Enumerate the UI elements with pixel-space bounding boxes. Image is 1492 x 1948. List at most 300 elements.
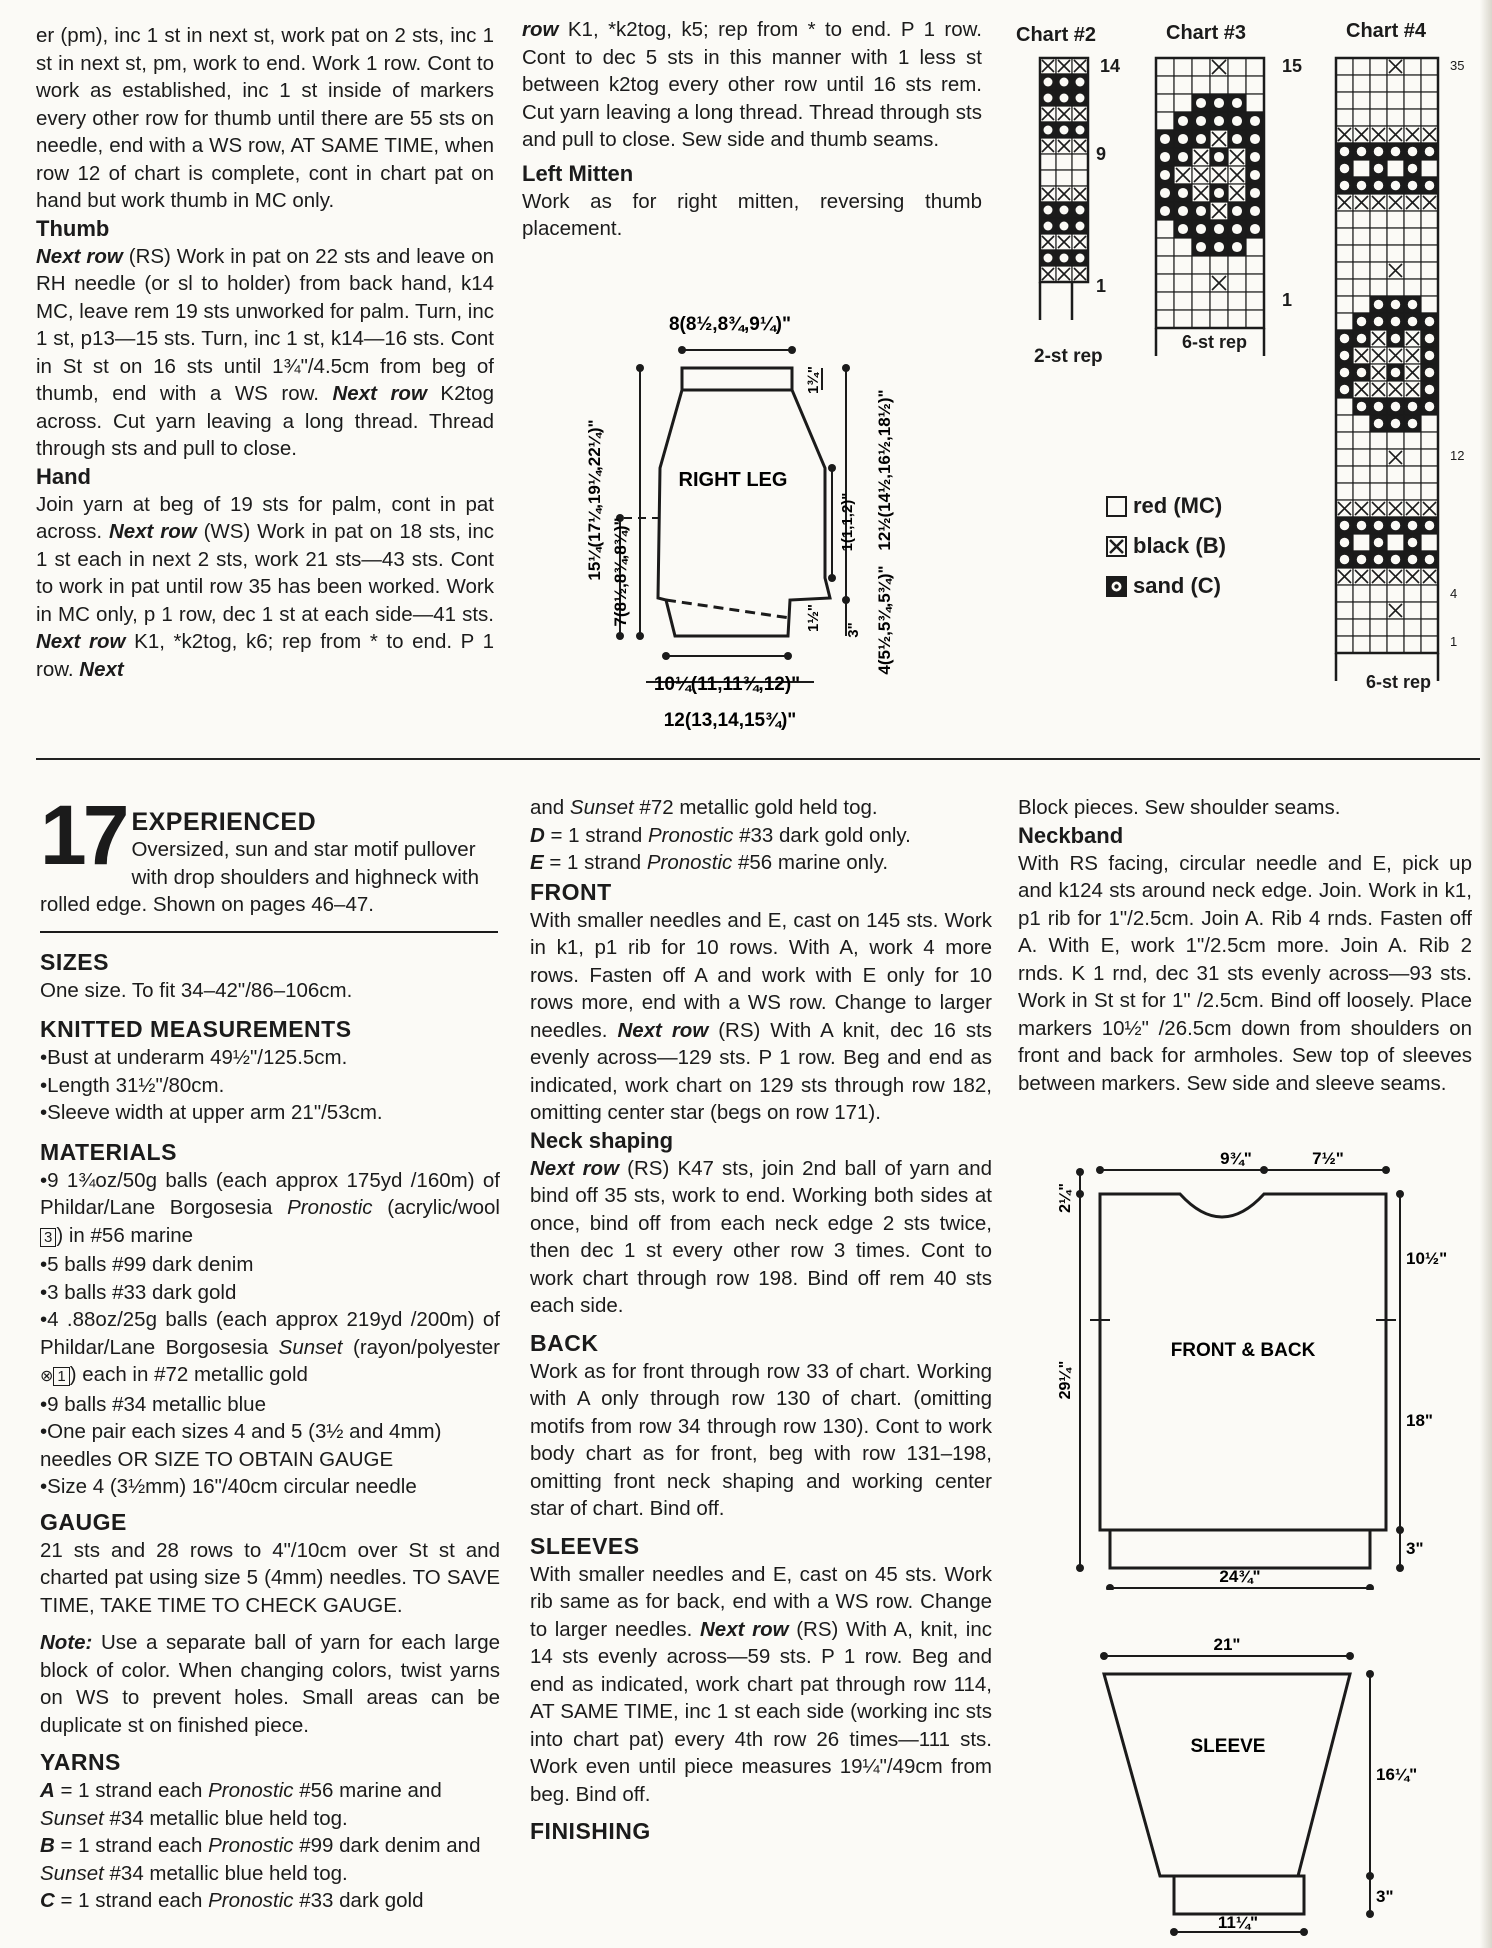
- chart-dot-mark: [1374, 538, 1384, 548]
- chart-cell: [1387, 92, 1404, 109]
- chart-dot-mark: [1391, 368, 1401, 378]
- s17-header: [40, 800, 500, 919]
- chart-cell: [1404, 585, 1421, 602]
- chart-dot-mark: [1357, 521, 1367, 531]
- chart-cell: [1404, 58, 1421, 75]
- chart-cell: [1336, 92, 1353, 109]
- chart-3-rep-label: 6-st rep: [1182, 332, 1248, 352]
- chart-dot-mark: [1391, 402, 1401, 412]
- chart-cell: [1387, 432, 1404, 449]
- yarn-d: D = 1 strand Pronostic #33 dark gold only.: [530, 823, 911, 847]
- chart-dot-mark: [1160, 188, 1170, 198]
- chart-cell: [1228, 274, 1246, 292]
- yarn-c-cont: and Sunset #72 metallic gold held tog.: [530, 796, 878, 819]
- chart-dot-mark: [1357, 555, 1367, 565]
- leg-bottom-outer-dim: 12(13,14,15¾)": [663, 710, 797, 731]
- chart-cell: [1353, 619, 1370, 636]
- chart-cell: [1156, 256, 1174, 274]
- neckband-heading: Neckband: [1018, 822, 1124, 848]
- sleeves-heading: SLEEVES: [530, 1532, 640, 1559]
- chart-cell: [1228, 76, 1246, 94]
- chart-cell: [1404, 602, 1421, 619]
- chart-2-rep-label: 2-st rep: [1034, 346, 1103, 367]
- front-back-schematic: [1040, 1150, 1460, 1590]
- chart-dot-mark: [1044, 254, 1053, 263]
- chart-cell: [1387, 619, 1404, 636]
- chart-cell: [1404, 466, 1421, 483]
- chart-cell: [1387, 109, 1404, 126]
- chart-dot-mark: [1408, 521, 1418, 531]
- chart-dot-mark: [1391, 181, 1401, 191]
- yarn-b: B = 1 strand each Pronostic #99 dark denim and Sunset #34 metallic blue held tog.: [40, 1834, 481, 1885]
- chart-cell: [1174, 238, 1192, 256]
- chart-cell: [1421, 602, 1438, 619]
- chart-cell: [1156, 94, 1174, 112]
- chart-cell: [1404, 449, 1421, 466]
- thumb-text: Next row (RS) Work in pat on 22 sts and leave on RH needle (or sl to holder) from back hand, k14 MC, leave rem 19 sts unworked for palm. Turn, inc 1 st, p13—15 sts. Turn, inc 1 st, k14—16 sts. Cont in St st on 16 sts until 1¾"/4.5cm from beg of thumb, end with a WS row. Next row K2tog across. Cut yarn leaving a long thread. Thread through sts and pull to close.: [36, 244, 495, 460]
- chart-dot-mark: [1160, 134, 1170, 144]
- chart-dot-mark: [1425, 555, 1435, 565]
- left-mitten-text: Work as for right mitten, reversing thumb placement.: [522, 189, 982, 240]
- chart-dot-mark: [1044, 222, 1053, 231]
- chart-dot-mark: [1076, 126, 1085, 135]
- thumb-heading: Thumb: [36, 215, 110, 241]
- chart-dot-mark: [1076, 222, 1085, 231]
- chart-cell: [1370, 228, 1387, 245]
- chart-cell: [1404, 483, 1421, 500]
- chart-cell: [1421, 92, 1438, 109]
- chart-cell: [1370, 466, 1387, 483]
- chart-2-row-9: 9: [1096, 144, 1107, 164]
- chart-cell: [1174, 256, 1192, 274]
- chart-cell: [1421, 636, 1438, 653]
- chart-cell: [1404, 245, 1421, 262]
- material-2: •5 balls #99 dark denim: [40, 1253, 254, 1276]
- finishing-heading: FINISHING: [530, 1818, 651, 1844]
- chart-dot-mark: [1160, 152, 1170, 162]
- sleeve-top-dim: 21": [1213, 1635, 1241, 1654]
- back-heading: BACK: [530, 1329, 599, 1356]
- chart-cell: [1370, 602, 1387, 619]
- chart-cell: [1370, 585, 1387, 602]
- chart-cell: [1387, 245, 1404, 262]
- chart-dot-mark: [1340, 147, 1350, 157]
- chart-cell: [1387, 534, 1404, 551]
- material-1: •9 1¾oz/50g balls (each approx 175yd /160m) of Phildar/Lane Borgosesia Pronostic (acrylic/wool 3 ) in #56 marine: [40, 1168, 500, 1247]
- chart-cell: [1370, 109, 1387, 126]
- chart-cell: [1072, 170, 1088, 186]
- chart-dot-mark: [1340, 385, 1350, 395]
- chart-cell: [1370, 58, 1387, 75]
- chart-dot-mark: [1232, 98, 1242, 108]
- chart-cell: [1370, 279, 1387, 296]
- chart-cell: [1336, 279, 1353, 296]
- section-intro: Oversized, sun and star motif pullover with drop shoulders and highneck with rolled edge. Shown on pages 46–47.: [40, 838, 480, 916]
- chart-dot-mark: [1250, 134, 1260, 144]
- chart-dot-mark: [1044, 78, 1053, 87]
- chart-cell: [1336, 296, 1353, 313]
- fb-top-dim-b: 7½": [1312, 1150, 1344, 1168]
- chart-dot-mark: [1340, 368, 1350, 378]
- chart-cell: [1387, 636, 1404, 653]
- chart-dot-mark: [1425, 334, 1435, 344]
- chart-cell: [1370, 619, 1387, 636]
- chart-dot-mark: [1391, 317, 1401, 327]
- chart-cell: [1336, 619, 1353, 636]
- chart-cell: [1336, 109, 1353, 126]
- chart-cell: [1353, 432, 1370, 449]
- right-leg-schematic: [560, 300, 920, 750]
- material-4: •4 .88oz/25g balls (each approx 219yd /200m) of Phildar/Lane Borgosesia Sunset (rayon/polyester ⊗ 1 ) each in #72 metallic gold: [40, 1308, 500, 1386]
- sleeve-right-dim-b: 3": [1376, 1887, 1394, 1906]
- chart-dot-mark: [1060, 94, 1069, 103]
- measurements-heading: KNITTED MEASUREMENTS: [40, 1016, 352, 1042]
- chart-cell: [1421, 228, 1438, 245]
- chart-cell: [1370, 75, 1387, 92]
- chart-cell: [1336, 245, 1353, 262]
- legend: [1106, 486, 1226, 606]
- chart-dot-mark: [1196, 116, 1206, 126]
- chart-cell: [1156, 58, 1174, 76]
- chart-dot-mark: [1374, 402, 1384, 412]
- chart-dot-mark: [1178, 116, 1188, 126]
- chart-cell: [1336, 585, 1353, 602]
- material-5: •9 balls #34 metallic blue: [40, 1392, 266, 1416]
- chart-dot-mark: [1374, 419, 1384, 429]
- fb-left-top-dim: 2¼": [1057, 1183, 1074, 1213]
- chart-4-row-12: 12: [1450, 448, 1465, 463]
- back-text: Work as for front through row 33 of chart. Working with A only through row 130 of chart. (omitting motifs from row 34 through row 130). Cont to work body chart as for front, beg with row 131–198, omitting front neck shaping and working center star of chart. Bind off.: [530, 1359, 992, 1520]
- chart-dot-mark: [1340, 164, 1350, 174]
- red-swatch-icon: [1106, 496, 1127, 517]
- fb-right-dim-b: 18": [1406, 1411, 1433, 1430]
- chart-cell: [1370, 483, 1387, 500]
- leg-right-low-dim: 1½": [805, 604, 822, 632]
- note-text: Note: Use a separate ball of yarn for each large block of color. When changing colors, twist yarns on WS to prevent holes. Small areas can be duplicate st on finished piece.: [40, 1631, 500, 1737]
- chart-2-rep-bracket: [1040, 282, 1072, 320]
- chart-cell: [1228, 292, 1246, 310]
- chart-cell: [1370, 636, 1387, 653]
- chart-cell: [1421, 415, 1438, 432]
- s17-column-2: [530, 794, 992, 1846]
- chart-cell: [1156, 310, 1174, 328]
- chart-cell: [1192, 310, 1210, 328]
- chart-dot-mark: [1408, 317, 1418, 327]
- chart-dot-mark: [1196, 206, 1206, 216]
- chart-cell: [1353, 75, 1370, 92]
- sleeve-right-dim-a: 16¼": [1376, 1765, 1418, 1784]
- chart-cell: [1336, 313, 1353, 330]
- chart-dot-mark: [1340, 521, 1350, 531]
- chart-cell: [1404, 432, 1421, 449]
- chart-cell: [1387, 160, 1404, 177]
- chart-cell: [1387, 466, 1404, 483]
- chart-3-title: Chart #3: [1166, 22, 1247, 44]
- chart-cell: [1174, 94, 1192, 112]
- chart-dot-mark: [1250, 188, 1260, 198]
- chart-cell: [1072, 154, 1088, 170]
- chart-cell: [1421, 160, 1438, 177]
- leg-label: RIGHT LEG: [678, 469, 788, 491]
- chart-cell: [1246, 94, 1264, 112]
- chart-cell: [1353, 483, 1370, 500]
- chart-dot-mark: [1060, 222, 1069, 231]
- chart-cell: [1404, 228, 1421, 245]
- chart-cell: [1192, 256, 1210, 274]
- chart-cell: [1353, 228, 1370, 245]
- chart-dot-mark: [1232, 134, 1242, 144]
- neck-shaping-text: Next row (RS) K47 sts, join 2nd ball of yarn and bind off 35 sts, work to end. Working both sides at once, bind off from each neck edge 2 sts twice, then dec 1 st every other row 3 times. Cont to work chart through row 198. Bind off rem 40 sts each side.: [530, 1156, 993, 1317]
- chart-2-row-1: 1: [1096, 276, 1107, 296]
- chart-cell: [1370, 262, 1387, 279]
- chart-cell: [1370, 92, 1387, 109]
- chart-cell: [1210, 76, 1228, 94]
- chart-cell: [1387, 279, 1404, 296]
- chart-cell: [1421, 262, 1438, 279]
- chart-dot-mark: [1214, 98, 1224, 108]
- sleeve-bottom-dim: 11¼": [1217, 1913, 1259, 1932]
- chart-dot-mark: [1408, 147, 1418, 157]
- chart-cell: [1336, 636, 1353, 653]
- chart-dot-mark: [1076, 206, 1085, 215]
- chart-dot-mark: [1340, 538, 1350, 548]
- chart-4-grid: [1334, 56, 1452, 696]
- s17-column-3: [1018, 794, 1472, 1097]
- chart-dot-mark: [1340, 351, 1350, 361]
- chart-dot-mark: [1250, 116, 1260, 126]
- chart-cell: [1404, 636, 1421, 653]
- chart-cell: [1421, 58, 1438, 75]
- chart-cell: [1353, 92, 1370, 109]
- fb-right-dim-c: 3": [1406, 1539, 1424, 1558]
- chart-cell: [1421, 211, 1438, 228]
- chart-cell: [1404, 262, 1421, 279]
- chart-dot-mark: [1250, 170, 1260, 180]
- material-3: •3 balls #33 dark gold: [40, 1280, 237, 1304]
- chart-dot-mark: [1425, 402, 1435, 412]
- chart-cell: [1228, 310, 1246, 328]
- left-mitten-heading: Left Mitten: [522, 160, 634, 186]
- chart-cell: [1353, 160, 1370, 177]
- leg-top-dim: 8(8½,8¾,9¼)": [668, 314, 792, 335]
- chart-dot-mark: [1044, 94, 1053, 103]
- chart-dot-mark: [1357, 181, 1367, 191]
- fb-left-main-dim: 29¼": [1057, 1360, 1074, 1400]
- chart-cell: [1421, 534, 1438, 551]
- sand-dot-swatch-icon: [1106, 576, 1127, 597]
- chart-dot-mark: [1232, 116, 1242, 126]
- chart-4-row-35: 35: [1450, 58, 1465, 73]
- chart-cell: [1387, 211, 1404, 228]
- chart-dot-mark: [1076, 94, 1085, 103]
- hand-text: Join yarn at beg of 19 sts for palm, cont in pat across. Next row (WS) Work in pat on 18 sts, inc 1 st each in next 2 sts, work 21 sts—43 sts. Cont to work in pat until row 35 has been worked. Work in MC only, p 1 row, dec 1 st at each side—41 sts. Next row K1, *k2tog, k6; rep from * to end. P 1 row. Next: [36, 492, 495, 681]
- chart-cell: [1421, 619, 1438, 636]
- chart-dot-mark: [1232, 224, 1242, 234]
- chart-cell: [1174, 58, 1192, 76]
- chart-dot-mark: [1340, 334, 1350, 344]
- chart-dot-mark: [1408, 419, 1418, 429]
- chart-dot-mark: [1391, 300, 1401, 310]
- chart-dot-mark: [1374, 521, 1384, 531]
- chart-dot-mark: [1391, 555, 1401, 565]
- chart-cell: [1040, 154, 1056, 170]
- leg-right-bottom-dim: 3": [845, 622, 862, 638]
- chart-dot-mark: [1374, 147, 1384, 157]
- chart-cell: [1353, 415, 1370, 432]
- chart-cell: [1056, 170, 1072, 186]
- chart-cell: [1246, 238, 1264, 256]
- skill-level: EXPERIENCED: [131, 808, 317, 836]
- chart-dot-mark: [1196, 98, 1206, 108]
- sleeve-schematic: [1080, 1630, 1460, 1940]
- leg-right-mid-dim: 1(1,1,2)": [839, 492, 856, 552]
- chart-cell: [1336, 466, 1353, 483]
- chart-dot-mark: [1391, 334, 1401, 344]
- chart-3-row-15: 15: [1282, 56, 1303, 76]
- chart-cell: [1246, 76, 1264, 94]
- chart-cell: [1246, 274, 1264, 292]
- material-6: •One pair each sizes 4 and 5 (3½ and 4mm) needles OR SIZE TO OBTAIN GAUGE: [40, 1420, 442, 1471]
- chart-dot-mark: [1214, 116, 1224, 126]
- chart-cell: [1228, 58, 1246, 76]
- chart-dot-mark: [1196, 134, 1206, 144]
- chart-2-title: Chart #2: [1016, 24, 1097, 46]
- fb-label: FRONT & BACK: [1170, 1340, 1316, 1361]
- dry-clean-icon: ⊗: [40, 1368, 54, 1385]
- neckband-text: With RS facing, circular needle and E, pick up and k124 sts around neck edge. Join. Work in k1, p1 rib for 1"/2.5cm. Join A. Rib 4 rnds. Fasten off A. With E, work 1"/2.5cm more. Join A. Rib 2 rnds. K 1 rnd, dec 31 sts evenly across—93 sts. Work in St st for 1" /2.5cm. Bind off loosely. Place markers 10½" /26.5cm down from shoulders on front and back for armholes. Sew top of sleeves between markers. Sew side and sleeve seams.: [1018, 851, 1472, 1095]
- chart-cell: [1174, 274, 1192, 292]
- chart-cell: [1192, 58, 1210, 76]
- chart-dot-mark: [1340, 555, 1350, 565]
- chart-dot-mark: [1340, 181, 1350, 191]
- chart-cell: [1336, 75, 1353, 92]
- chart-cell: [1404, 279, 1421, 296]
- chart-cell: [1353, 58, 1370, 75]
- fb-top-dim-a: 9¾": [1220, 1150, 1252, 1168]
- chart-dot-mark: [1374, 300, 1384, 310]
- scan-edge-shadow: [1480, 0, 1492, 1948]
- chart-cell: [1404, 619, 1421, 636]
- chart-dot-mark: [1214, 188, 1224, 198]
- chart-cell: [1210, 292, 1228, 310]
- legend-item-sand: sand (C): [1106, 566, 1226, 606]
- chart-dot-mark: [1044, 126, 1053, 135]
- chart-4-title: Chart #4: [1346, 20, 1427, 42]
- neck-shaping-heading: Neck shaping: [530, 1127, 674, 1153]
- chart-cell: [1156, 238, 1174, 256]
- chart-cell: [1353, 279, 1370, 296]
- chart-cell: [1192, 292, 1210, 310]
- chart-cell: [1156, 274, 1174, 292]
- leg-left-outer-dim: 15¼(17¼,19¼,22¼)": [585, 419, 604, 581]
- chart-dot-mark: [1060, 126, 1069, 135]
- chart-dot-mark: [1408, 164, 1418, 174]
- chart-cell: [1387, 585, 1404, 602]
- fb-right-dim-a: 10½": [1406, 1249, 1448, 1268]
- chart-dot-mark: [1060, 78, 1069, 87]
- chart-cell: [1421, 296, 1438, 313]
- chart-dot-mark: [1250, 224, 1260, 234]
- yarn-e: E = 1 strand Pronostic #56 marine only.: [530, 851, 889, 874]
- chart-dot-mark: [1425, 351, 1435, 361]
- chart-dot-mark: [1214, 152, 1224, 162]
- front-text: With smaller needles and E, cast on 145 sts. Work in k1, p1 rib for 10 rows. With A, work 4 more rows. Fasten off A and work with E only for 10 rows more, end with a WS row. Change to larger needles. Next row (RS) With A knit, dec 16 sts evenly across—129 sts. P 1 row. Beg and end as indicated, work chart on 129 sts through row 182, omitting center star (begs on row 171).: [530, 908, 993, 1124]
- mitten-intro-text: er (pm), inc 1 st in next st, work pat on 2 sts, inc 1 st in next st, pm, work to end. Work 1 row. Cont to work as established, inc 1 st inside of markers every other row for thumb until there are 55 sts on needle, end with a WS row, AT SAME TIME, when row 12 of chart is complete, cont in chart pat on hand but work thumb in MC only.: [36, 24, 494, 212]
- chart-dot-mark: [1425, 147, 1435, 157]
- chart-cell: [1353, 449, 1370, 466]
- chart-cell: [1370, 245, 1387, 262]
- chart-4-rep-label: 6-st rep: [1366, 672, 1432, 692]
- chart-cell: [1056, 154, 1072, 170]
- chart-dot-mark: [1357, 147, 1367, 157]
- chart-dot-mark: [1425, 521, 1435, 531]
- chart-cell: [1210, 310, 1228, 328]
- meas-bust: •Bust at underarm 49½"/125.5cm.: [40, 1046, 348, 1069]
- chart-dot-mark: [1178, 134, 1188, 144]
- chart-cell: [1421, 245, 1438, 262]
- chart-dot-mark: [1250, 152, 1260, 162]
- section-divider: [36, 758, 1492, 760]
- leg-right-outer-bottom-dim: 4(5½,5¾,5¾)": [875, 565, 894, 675]
- chart-cell: [1336, 483, 1353, 500]
- chart-dot-mark: [1408, 555, 1418, 565]
- chart-cell: [1404, 75, 1421, 92]
- chart-cell: [1387, 228, 1404, 245]
- chart-dot-mark: [1374, 164, 1384, 174]
- legend-item-red: red (MC): [1106, 486, 1226, 526]
- chart-dot-mark: [1076, 78, 1085, 87]
- chart-dot-mark: [1076, 254, 1085, 263]
- chart-dot-mark: [1160, 206, 1170, 216]
- chart-cell: [1336, 415, 1353, 432]
- chart-cell: [1353, 534, 1370, 551]
- legend-item-black: black (B): [1106, 526, 1226, 566]
- leg-right-top-dim: 1¾": [805, 366, 822, 394]
- leg-bottom-inner-dim: 10¼(11,11¾,12)": [653, 674, 801, 695]
- chart-cell: [1336, 602, 1353, 619]
- chart-dot-mark: [1391, 419, 1401, 429]
- chart-cell: [1353, 636, 1370, 653]
- chart-cell: [1336, 228, 1353, 245]
- chart-dot-mark: [1408, 402, 1418, 412]
- chart-dot-mark: [1391, 521, 1401, 531]
- material-7: •Size 4 (3½mm) 16"/40cm circular needle: [40, 1475, 417, 1498]
- chart-dot-mark: [1425, 385, 1435, 395]
- chart-cell: [1421, 75, 1438, 92]
- chart-cell: [1353, 296, 1370, 313]
- chart-dot-mark: [1357, 317, 1367, 327]
- chart-cell: [1353, 466, 1370, 483]
- chart-3-grid: [1154, 56, 1284, 356]
- chart-cell: [1353, 109, 1370, 126]
- hand-heading: Hand: [36, 463, 91, 489]
- chart-cell: [1404, 211, 1421, 228]
- chart-cell: [1246, 310, 1264, 328]
- chart-cell: [1404, 109, 1421, 126]
- chart-cell: [1370, 211, 1387, 228]
- gauge-heading: GAUGE: [40, 1508, 127, 1535]
- sleeves-text: With smaller needles and E, cast on 45 sts. Work rib same as for back, end with a WS row. Change to larger needles. Next row (RS) With A, knit, inc 14 sts evenly across—59 sts. P 1 row. Beg and end as indicated, work chart pat through row 114, AT SAME TIME, inc 1 st each side (working inc sts into chart pat) every 4th row 26 times—111 sts. Work even until piece measures 19¼"/49cm from beg. Bind off.: [530, 1562, 993, 1806]
- chart-dot-mark: [1357, 334, 1367, 344]
- materials-heading: MATERIALS: [40, 1138, 177, 1165]
- chart-4-row-4: 4: [1450, 586, 1458, 601]
- chart-cell: [1040, 170, 1056, 186]
- chart-cell: [1246, 58, 1264, 76]
- chart-cell: [1336, 211, 1353, 228]
- section-number: 17: [40, 800, 126, 882]
- chart-dot-mark: [1160, 170, 1170, 180]
- chart-cell: [1387, 75, 1404, 92]
